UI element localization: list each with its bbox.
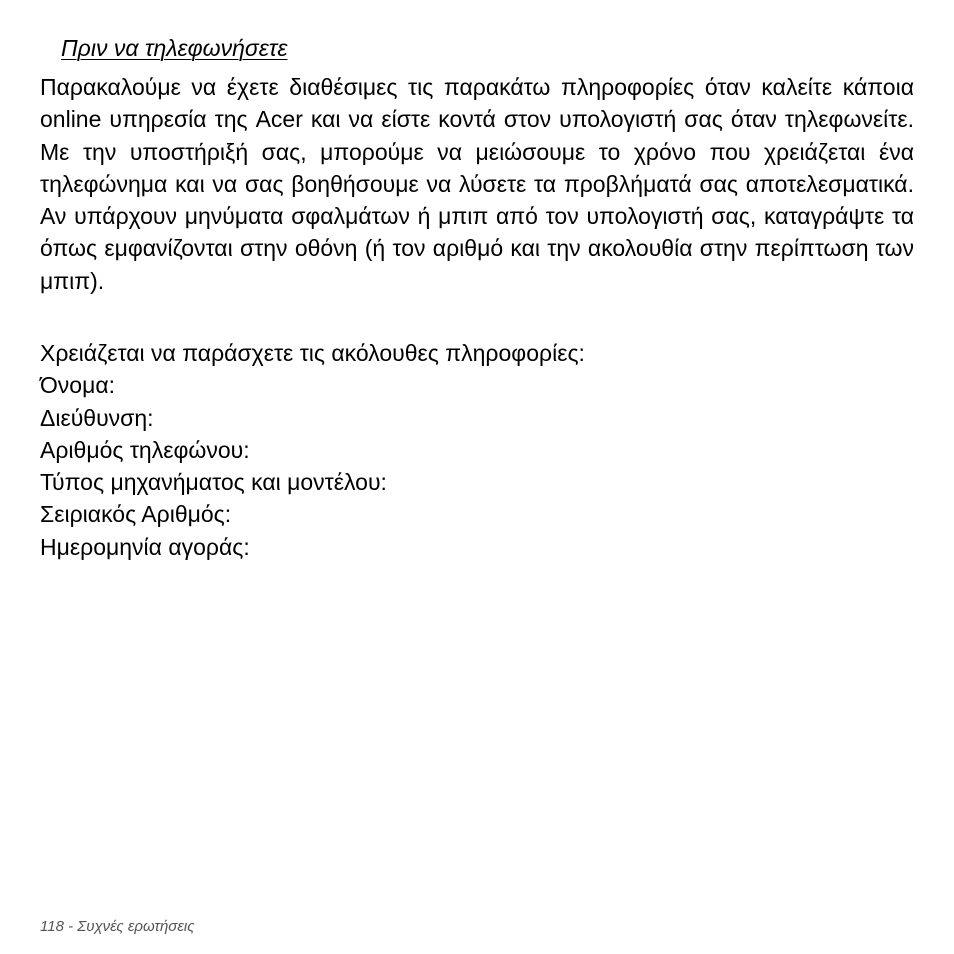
info-field-name: Όνομα:: [40, 372, 116, 399]
info-field-purchase-date: Ημερομηνία αγοράς:: [40, 533, 250, 560]
page-footer: 118 - Συχνές ερωτήσεις: [40, 918, 195, 935]
section-heading: Πριν να τηλεφωνήσετε: [61, 35, 288, 61]
intro-paragraph: Παρακαλούμε να έχετε διαθέσιμες τις παρακάτω πληροφορίες όταν καλείτε κάποια online υπηρεσία της Acer και να είστε κοντά στον υπολογιστή σας όταν τηλεφωνείτε. Με την υποστήριξή σας, μπορούμε να μειώσουμε το χρόνο που χρειάζεται ένα τηλεφώνημα και να σας βοηθήσουμε να λύσετε τα προβλήματά σας αποτελεσματικά. Αν υπάρχουν μηνύματα σφαλμάτων ή μπιπ από τον υπολογιστή σας, καταγράψτε τα όπως εμφανίζονται στην οθόνη (ή τον αριθμό και την ακολουθία στην περίπτωση των μπιπ).: [40, 74, 914, 294]
info-field-machine-model: Τύπος μηχανήματος και μοντέλου:: [40, 469, 387, 496]
info-field-address: Διεύθυνση:: [40, 404, 154, 431]
required-info-lead: Χρειάζεται να παράσχετε τις ακόλουθες πληροφορίες:: [40, 340, 585, 366]
info-field-phone: Αριθμός τηλεφώνου:: [40, 436, 250, 463]
required-info-list: [40, 337, 914, 563]
info-field-serial-number: Σειριακός Αριθμός:: [40, 501, 232, 528]
